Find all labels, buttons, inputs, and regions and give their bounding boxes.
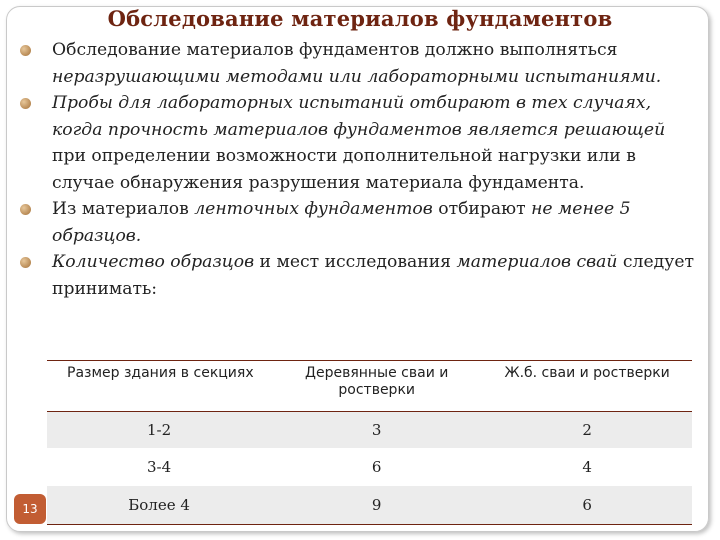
bullet-text: при определении возможности дополнительной нагрузки или в случае обнаружения разрушения материала фундамента. [52,146,636,193]
bullet-text-italic: ленточных фундаментов [194,199,433,219]
table-row [47,486,692,525]
column-header-rc-piles: Ж.б. сваи и ростверки [482,361,692,412]
bullet-dot-icon [20,257,31,268]
table-cell: 6 [482,486,692,525]
bullet-item [18,249,698,302]
column-header-wooden-piles: Деревянные сваи и ростверки [271,361,482,412]
bullet-text: и мест исследования [254,252,457,272]
table-row [47,448,692,486]
bullet-item [18,90,698,196]
bullet-text-italic: Пробы для лабораторных испытаний отбирают в тех случаях, когда прочность материалов фундаментов является решающей [52,93,666,140]
table-header-row [47,361,692,412]
page-number-badge: 13 [14,494,46,524]
bullet-text: следует принимать: [52,252,695,299]
bullet-dot-icon [20,98,31,109]
bullet-text: Из материалов [52,199,195,219]
bullet-text-italic: не менее 5 образцов. [52,199,631,246]
table-cell: 3-4 [146,458,172,476]
table-cell: 3 [271,412,482,449]
table-cell: 4 [582,458,592,476]
bullet-dot-icon [20,204,31,215]
bullet-text-italic: Количество образцов [52,252,255,272]
bullet-text: отбирают [432,199,532,219]
table-cell: 2 [482,412,692,449]
bullet-text-italic: материалов свай [456,252,618,272]
column-header-building-size: Размер здания в секциях [47,361,271,412]
bullet-list [18,37,698,302]
table-cell: 9 [271,486,482,525]
table-cell: Более 4 [47,486,271,525]
table-cell: 1-2 [47,412,271,449]
bullet-text: Обследование материалов фундаментов должно выполняться [52,40,618,60]
slide-title: Обследование материалов фундаментов [107,6,613,31]
bullet-item [18,196,698,249]
bullet-item [18,37,698,90]
piles-sample-table [47,360,692,525]
table-cell: 6 [371,458,382,476]
bullet-text-italic: неразрушающими методами или лабораторными испытаниями. [52,66,662,87]
bullet-dot-icon [20,45,31,56]
table-row [47,412,692,449]
